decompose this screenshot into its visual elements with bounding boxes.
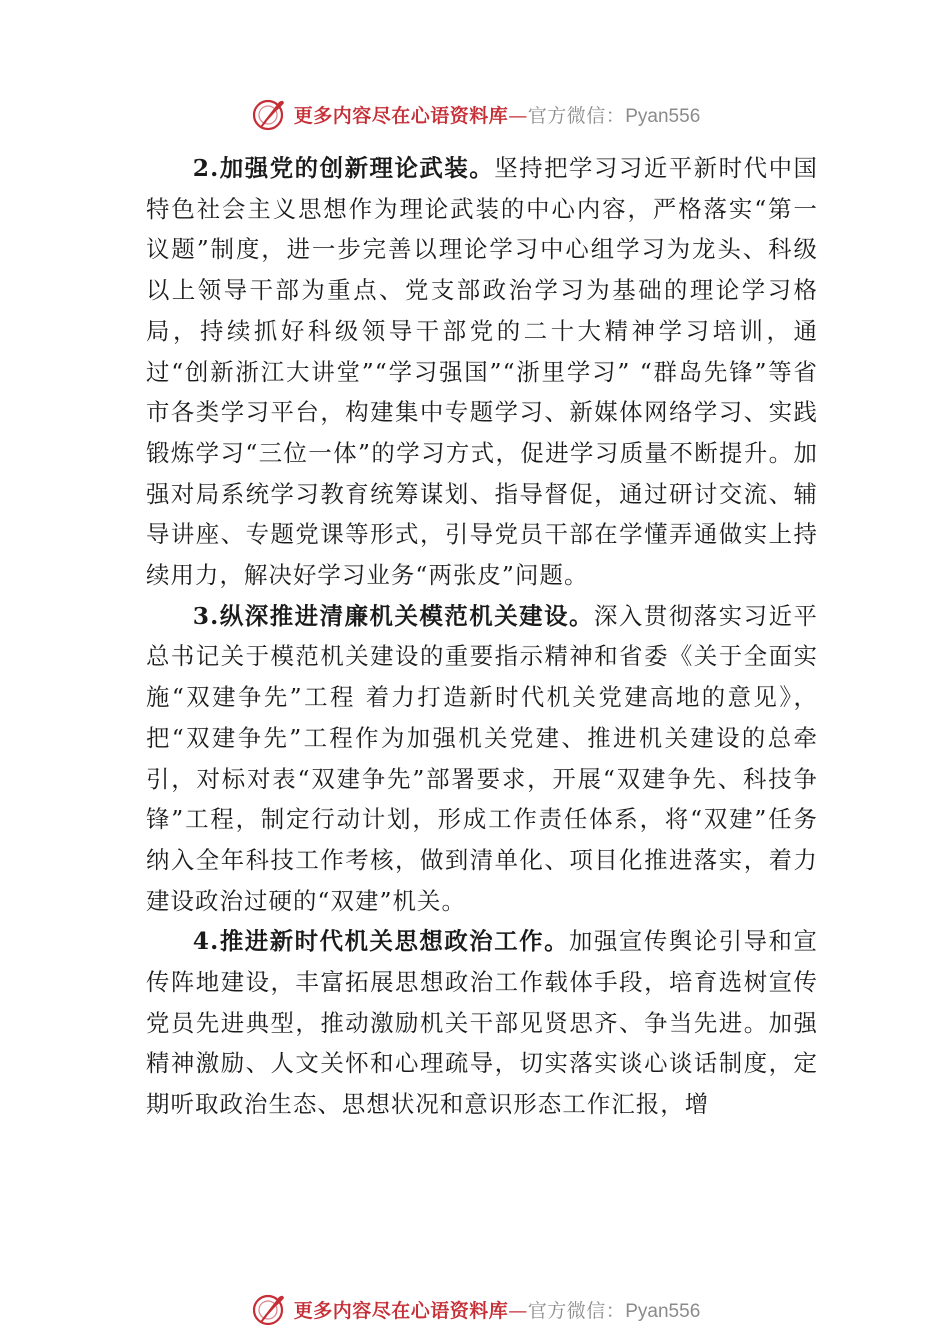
header-account: Pyan556 <box>625 105 701 127</box>
paragraph-4 <box>146 921 818 1125</box>
paragraph-text: 加强宣传舆论引导和宣传阵地建设，丰富拓展思想政治工作载体手段，培育选树宣传党员先进典型，推动激励机关干部见贤思齐、争当先进。加强精神激励、人文关怀和心理疏导，切实落实谈心谈话制度，定期听取政治生态、思想状况和意识形态工作汇报，增 <box>146 927 818 1119</box>
footer-dash: — <box>508 1299 528 1322</box>
paragraph-heading: 2.加强党的创新理论武装。 <box>192 154 495 182</box>
paragraph-text: 坚持把学习习近平新时代中国特色社会主义思想作为理论武装的中心内容，严格落实“第一议题”制度，进一步完善以理论学习中心组学习为龙头、科级以上领导干部为重点、党支部政治学习为基础的理论学习格局，持续抓好科级领导干部党的二十大精神学习培训，通过“创新浙江大讲堂”“学习强国”“浙里学习” “群岛先锋”等省市各类学习平台，构建集中专题学习、新媒体网络学习、实践锻炼学习“三位一体”的学习方式，促进学习质量不断提升。加强对局系统学习教育统筹谋划、指导督促，通过研讨交流、辅导讲座、专题党课等形式，引导党员干部在学懂弄通做实上持续用力，解决好学习业务“两张皮”问题。 <box>146 154 818 590</box>
paragraph-heading: 3.纵深推进清廉机关模范机关建设。 <box>192 601 594 630</box>
footer-banner <box>0 1287 950 1331</box>
paragraph-text: 深入贯彻落实习近平总书记关于模范机关建设的重要指示精神和省委《关于全面实施“双建争先”工程 着力打造新时代机关党建高地的意见》，把“双建争先”工程作为加强机关党建、推进机关建设的总牵引，对标对表“双建争先”部署要求，开展“双建争先、科技争锋”工程，制定行动计划，形成工作责任体系，将“双建”任务纳入全年科技工作考核，做到清单化、项目化推进落实，着力建设政治过硬的“双建”机关。 <box>146 601 818 915</box>
paragraph-heading: 4.推进新时代机关思想政治工作。 <box>192 927 570 956</box>
quill-logo-icon <box>250 94 290 134</box>
document-body <box>146 148 818 1125</box>
footer-account: Pyan556 <box>625 1300 701 1322</box>
header-text <box>294 101 701 128</box>
header-brand: 更多内容尽在心语资料库 <box>293 104 509 127</box>
footer-brand: 更多内容尽在心语资料库 <box>293 1299 509 1322</box>
header-banner <box>0 92 950 136</box>
paragraph-2 <box>146 148 818 596</box>
footer-text <box>294 1296 701 1323</box>
footer-wechat-label: 官方微信： <box>527 1299 626 1322</box>
paragraph-3 <box>146 596 818 922</box>
quill-logo-icon <box>250 1289 290 1329</box>
header-wechat-label: 官方微信： <box>527 104 626 127</box>
header-dash: — <box>508 104 528 127</box>
